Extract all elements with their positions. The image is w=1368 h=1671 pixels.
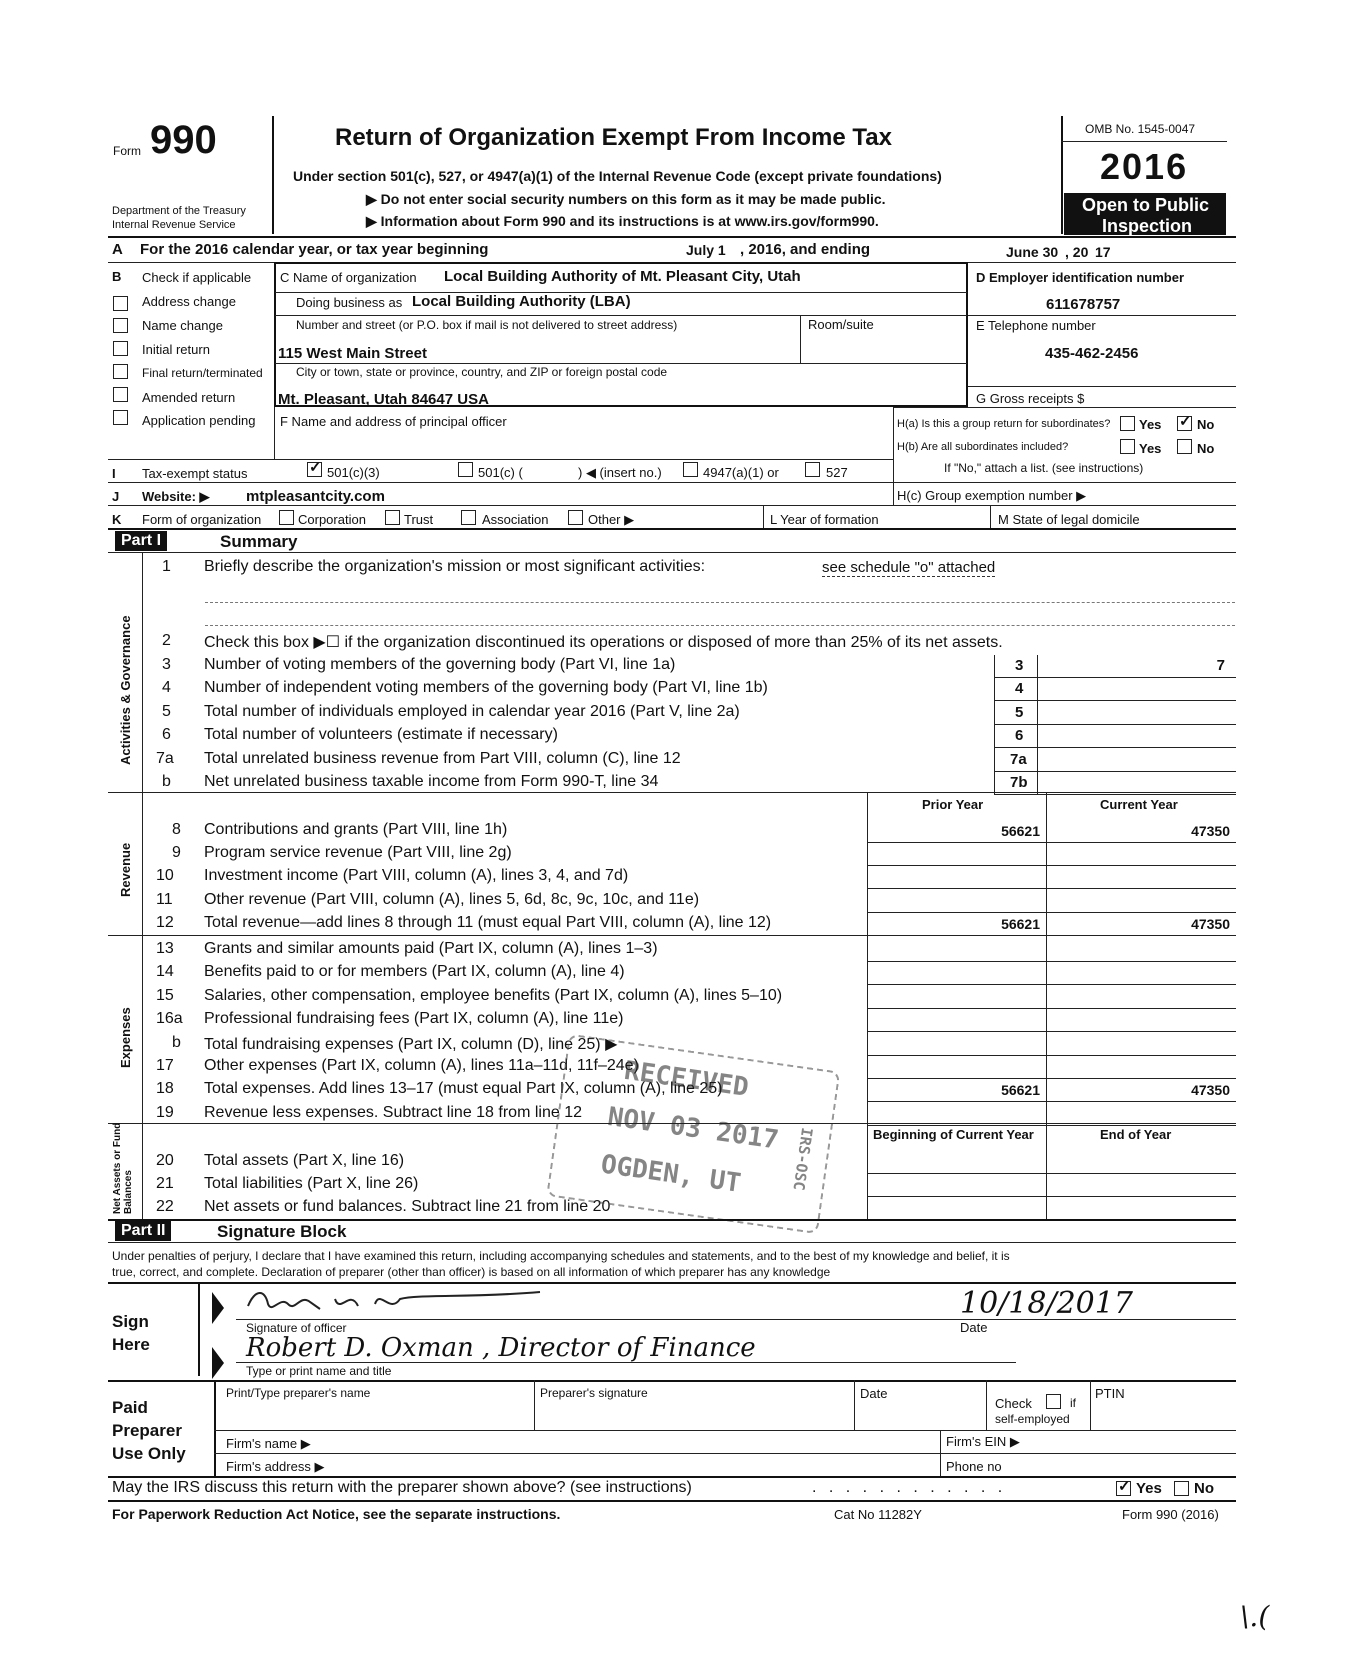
stamp-location: OGDEN, UT	[599, 1149, 743, 1199]
stamp-side: IRS-OSC	[789, 1126, 817, 1192]
preparer-name-label: Print/Type preparer's name	[226, 1386, 371, 1400]
gov-line-box: 7b	[1010, 774, 1028, 791]
tax-year-end-year: 17	[1095, 244, 1111, 260]
rule	[994, 677, 1236, 678]
firm-ein-label: Firm's EIN ▶	[946, 1434, 1020, 1449]
line-a-year-prefix: , 20	[1065, 244, 1089, 260]
form-reference: Form 990 (2016)	[1122, 1507, 1219, 1522]
part1-title: Summary	[220, 532, 298, 551]
association-checkbox[interactable]	[461, 510, 476, 525]
rule	[867, 1173, 1236, 1174]
street-label: Number and street (or P.O. box if mail is not delivered to street address)	[296, 318, 678, 332]
officer-signature	[240, 1284, 560, 1318]
tax-exempt-status-label: Tax-exempt status	[142, 466, 248, 481]
name-change-checkbox[interactable]	[113, 318, 128, 333]
line-text: Net assets or fund balances. Subtract line 21 from line 20	[204, 1198, 611, 1216]
gov-line-num: 4	[162, 679, 171, 697]
rule	[994, 700, 1236, 701]
line-num: 19	[156, 1103, 174, 1121]
open-public: Open to Public	[1082, 195, 1210, 215]
gov-line-value[interactable]: 7	[1216, 657, 1225, 674]
dept-line2: Internal Revenue Service	[112, 219, 236, 231]
gov-line-text: Total unrelated business revenue from Part VIII, column (C), line 12	[204, 749, 681, 767]
dba-value: Local Building Authority (LBA)	[412, 293, 631, 310]
gov-col-rule	[994, 655, 995, 795]
rule	[867, 984, 1236, 985]
form-number: 990	[150, 118, 217, 162]
form-of-org-label: Form of organization	[142, 512, 262, 527]
mission-value: see schedule "o" attached	[822, 559, 996, 576]
part2-title: Signature Block	[217, 1222, 347, 1241]
line-b-label: B	[112, 269, 122, 284]
application-pending-label: Application pending	[142, 413, 256, 428]
rule	[867, 888, 1236, 889]
line-num: 15	[156, 986, 174, 1004]
corporation-checkbox[interactable]	[279, 510, 294, 525]
line-a-text: For the 2016 calendar year, or tax year beginning	[140, 241, 489, 258]
cat-number: Cat No 11282Y	[834, 1507, 922, 1522]
amended-return-checkbox[interactable]	[113, 387, 128, 402]
officer-name-title: Robert D. Oxman , Director of Finance	[246, 1333, 756, 1363]
ha-no-checkbox[interactable]	[1177, 416, 1192, 431]
gov-line-text: Total number of individuals employed in calendar year 2016 (Part V, line 2a)	[204, 702, 740, 720]
col-prior-year: Prior Year	[922, 797, 984, 812]
hb-yes-label: Yes	[1139, 441, 1162, 456]
line-num: 11	[156, 890, 173, 908]
rule	[867, 1031, 1236, 1032]
telephone-value: 435-462-2456	[1045, 345, 1139, 362]
ein-label: D Employer identification number	[976, 270, 1185, 285]
line-text: Total expenses. Add lines 13–17 (must equal Part IX, column (A), line 25)	[204, 1080, 723, 1098]
amount-col-b[interactable]: 47350	[1191, 823, 1230, 839]
penalty-line1: Under penalties of perjury, I declare that I have examined this return, including accompanying schedules and statements, and to the best of my knowledge and belief, it is	[112, 1249, 1010, 1263]
line-num: 14	[156, 963, 174, 981]
rule	[867, 842, 1236, 843]
phone-no-label: Phone no	[946, 1459, 1002, 1474]
dba-label: Doing business as	[296, 295, 403, 310]
here-label: Here	[112, 1335, 150, 1354]
tax-year: 2016	[1100, 146, 1189, 187]
line-num: 9	[172, 844, 181, 862]
line-j-label: J	[112, 489, 120, 504]
final-return-checkbox[interactable]	[113, 364, 128, 379]
line-num: 8	[172, 821, 181, 838]
gov-line-num: 7a	[156, 749, 174, 767]
line-num: 16a	[156, 1010, 183, 1028]
hb-no-label: No	[1197, 441, 1215, 456]
gov-line-text: Net unrelated business taxable income from Form 990-T, line 34	[204, 773, 659, 790]
address-change-label: Address change	[142, 294, 236, 309]
hb-question: H(b) Are all subordinates included?	[897, 441, 1069, 453]
line2-num: 2	[162, 632, 171, 649]
city-label: City or town, state or province, country, and ZIP or foreign postal code	[296, 365, 668, 379]
other-label: Other ▶	[588, 512, 635, 527]
info-note: ▶ Information about Form 990 and its instructions is at www.irs.gov/form990.	[366, 213, 879, 229]
final-return-label: Final return/terminated	[142, 366, 263, 380]
gov-line-num: 5	[162, 702, 171, 720]
tax-year-begin: July 1	[686, 242, 726, 258]
rule	[867, 1196, 1236, 1197]
street-address: 115 West Main Street	[278, 345, 427, 362]
gov-line-box: 7a	[1010, 750, 1027, 768]
line-text: Benefits paid to or for members (Part IX, column (A), line 4)	[204, 963, 625, 981]
line-text: Revenue less expenses. Subtract line 18 from line 12	[204, 1103, 582, 1121]
self-employed-checkbox[interactable]	[1046, 1394, 1061, 1409]
gov-line-num: b	[162, 773, 171, 790]
527-label: 527	[826, 465, 848, 480]
rule	[867, 1101, 1236, 1102]
hc-label: H(c) Group exemption number ▶	[897, 488, 1087, 503]
check-label: Check	[995, 1396, 1032, 1411]
rule	[994, 747, 1236, 748]
initial-return-label: Initial return	[142, 342, 210, 357]
line-num: 22	[156, 1198, 174, 1216]
amount-col-a[interactable]: 56621	[1001, 823, 1040, 839]
rule	[867, 1078, 1236, 1079]
rule	[867, 961, 1236, 962]
col-end-year: End of Year	[1100, 1127, 1172, 1142]
org-name: Local Building Authority of Mt. Pleasant City, Utah	[444, 268, 801, 285]
line-text: Investment income (Part VIII, column (A), lines 3, 4, and 7d)	[204, 867, 629, 885]
application-pending-checkbox[interactable]	[113, 410, 128, 425]
state-domicile-label: M State of legal domicile	[998, 512, 1140, 527]
line-text: Grants and similar amounts paid (Part IX, column (A), lines 1–3)	[204, 940, 658, 957]
part2-tag: Part II	[115, 1221, 171, 1241]
gov-line-text: Number of voting members of the governing body (Part VI, line 1a)	[204, 656, 676, 673]
4947-label: 4947(a)(1) or	[703, 465, 779, 480]
signature-label: Signature of officer	[246, 1321, 347, 1335]
preparer-sig-label: Preparer's signature	[540, 1386, 648, 1400]
stamp-received: RECEIVED	[622, 1055, 751, 1103]
line-text: Other revenue (Part VIII, column (A), lines 5, 6d, 8c, 9c, 10c, and 11e)	[204, 890, 700, 908]
address-change-checkbox[interactable]	[113, 296, 128, 311]
city-state-zip: Mt. Pleasant, Utah 84647 USA	[278, 391, 489, 408]
gov-line-num: 3	[162, 656, 171, 673]
part1-tag: Part I	[115, 531, 167, 551]
ptin-label: PTIN	[1095, 1386, 1125, 1401]
line-num: 17	[156, 1057, 174, 1074]
date-label: Date	[960, 1320, 988, 1335]
discuss-no-label: No	[1194, 1480, 1214, 1497]
trust-label: Trust	[404, 512, 434, 527]
line-num: 21	[156, 1175, 174, 1193]
gov-line-num: 6	[162, 726, 171, 744]
rule	[994, 771, 1236, 772]
line-text: Total fundraising expenses (Part IX, column (D), line 25) ▶	[204, 1035, 618, 1053]
corporation-label: Corporation	[298, 512, 366, 527]
name-title-label: Type or print name and title	[246, 1364, 392, 1378]
ha-yes-label: Yes	[1139, 417, 1162, 432]
527-checkbox[interactable]	[805, 462, 820, 477]
col-begin-year: Beginning of Current Year	[873, 1127, 1034, 1142]
paid-label: Paid	[112, 1398, 148, 1417]
website-label: Website: ▶	[142, 489, 210, 504]
line-a-mid: , 2016, and ending	[740, 241, 871, 258]
discuss-dots: . . . . . . . . . . . .	[812, 1479, 1007, 1496]
self-employed-label: self-employed	[995, 1412, 1070, 1426]
ha-question: H(a) Is this a group return for subordinates?	[897, 418, 1111, 430]
gov-line-text: Number of independent voting members of the governing body (Part VI, line 1b)	[204, 679, 768, 697]
501c-label: 501(c) (	[478, 465, 523, 480]
firm-name-label: Firm's name ▶	[226, 1436, 311, 1451]
4947-checkbox[interactable]	[683, 462, 698, 477]
amount-col-b[interactable]: 47350	[1191, 915, 1230, 932]
association-label: Association	[482, 512, 549, 527]
ha-yes-checkbox[interactable]	[1120, 416, 1135, 431]
side-net-assets: Net Assets or Fund Balances	[112, 1122, 134, 1214]
form-title: Return of Organization Exempt From Income Tax	[335, 124, 892, 151]
rule	[867, 1055, 1236, 1056]
side-revenue: Revenue	[118, 842, 133, 897]
tax-year-end: June 30	[1006, 244, 1059, 260]
discuss-question: May the IRS discuss this return with the preparer shown above? (see instructions)	[112, 1479, 692, 1496]
gov-line-box: 6	[1015, 727, 1024, 745]
line-num: 20	[156, 1152, 174, 1169]
principal-officer-label: F Name and address of principal officer	[280, 414, 507, 429]
line-text: Professional fundraising fees (Part IX, column (A), line 11e)	[204, 1010, 624, 1028]
line-num: b	[172, 1033, 181, 1051]
sign-label: Sign	[112, 1312, 149, 1331]
website-value[interactable]: mtpleasantcity.com	[246, 488, 385, 505]
stamp-date: NOV 03 2017	[605, 1101, 781, 1156]
line-num: 12	[156, 913, 174, 931]
discuss-yes-label: Yes	[1136, 1480, 1162, 1497]
rule	[994, 724, 1236, 725]
amount-col-a[interactable]: 56621	[1001, 1082, 1040, 1099]
line-num: 18	[156, 1080, 174, 1098]
hb-no-checkbox[interactable]	[1177, 439, 1192, 454]
room-suite-label: Room/suite	[808, 317, 874, 332]
amended-return-label: Amended return	[142, 390, 236, 405]
line-i-label: I	[112, 466, 116, 481]
gov-line-box: 5	[1015, 703, 1024, 721]
margin-mark: \.(	[1240, 1600, 1270, 1633]
501c3-label: 501(c)(3)	[327, 465, 380, 480]
discuss-yes-checkbox[interactable]	[1116, 1481, 1131, 1496]
ssn-note: ▶ Do not enter social security numbers on this form as it may be made public.	[366, 191, 886, 207]
gov-col-rule	[1037, 655, 1038, 795]
rule	[994, 794, 1236, 795]
form-label: Form	[113, 144, 141, 158]
inspection: Inspection	[1102, 216, 1193, 236]
501c-checkbox[interactable]	[458, 462, 473, 477]
line2-text: Check this box ▶☐ if the organization discontinued its operations or disposed of more than 25% of its net assets.	[204, 634, 1003, 651]
rule	[867, 1125, 1236, 1126]
initial-return-checkbox[interactable]	[113, 341, 128, 356]
rule	[867, 1008, 1236, 1009]
check-if-label: if	[1070, 1396, 1076, 1410]
discuss-no-checkbox[interactable]	[1174, 1481, 1189, 1496]
trust-checkbox[interactable]	[385, 510, 400, 525]
ein-value: 611678757	[1046, 296, 1121, 313]
line1-num: 1	[162, 558, 171, 575]
signature-date: 10/18/2017	[960, 1286, 1133, 1321]
line1-text: Briefly describe the organization's mission or most significant activities:	[204, 558, 706, 575]
side-expenses: Expenses	[118, 1007, 133, 1068]
501c3-checkbox[interactable]	[307, 462, 322, 477]
paperwork-notice: For Paperwork Reduction Act Notice, see the separate instructions.	[112, 1506, 561, 1522]
gov-line-text: Total number of volunteers (estimate if necessary)	[204, 726, 558, 744]
ha-no-label: No	[1197, 417, 1215, 432]
hb-note: If "No," attach a list. (see instructions)	[944, 461, 1144, 475]
line-text: Salaries, other compensation, employee benefits (Part IX, column (A), lines 5–10)	[204, 986, 783, 1004]
col-current-year: Current Year	[1100, 797, 1178, 812]
org-name-label: C Name of organization	[280, 270, 417, 285]
penalty-line2: true, correct, and complete. Declaration of preparer (other than officer) is based on all information of which preparer has any knowledge	[112, 1265, 831, 1279]
line-text: Total revenue—add lines 8 through 11 (must equal Part VIII, column (A), line 12)	[204, 913, 772, 931]
amount-col-b[interactable]: 47350	[1191, 1082, 1230, 1099]
form-subtitle: Under section 501(c), 527, or 4947(a)(1) of the Internal Revenue Code (except private foundations)	[293, 168, 942, 184]
telephone-label: E Telephone number	[976, 318, 1096, 333]
line-a-label: A	[112, 241, 123, 258]
year-formation-label: L Year of formation	[770, 512, 879, 527]
line-text: Total liabilities (Part X, line 26)	[204, 1175, 419, 1193]
rule	[867, 912, 1236, 913]
line-text: Total assets (Part X, line 16)	[204, 1152, 405, 1169]
line-text: Other expenses (Part IX, column (A), lines 11a–11d, 11f–24e)	[204, 1057, 639, 1074]
use-only-label: Use Only	[112, 1444, 186, 1463]
omb-number: OMB No. 1545-0047	[1085, 122, 1196, 136]
side-activities-governance: Activities & Governance	[118, 615, 133, 765]
dept-line1: Department of the Treasury	[112, 205, 246, 217]
firm-address-label: Firm's address ▶	[226, 1459, 325, 1474]
name-change-label: Name change	[142, 318, 223, 333]
check-applicable-title: Check if applicable	[142, 270, 252, 285]
rule	[867, 865, 1236, 866]
line-num: 13	[156, 940, 174, 957]
line-k-label: K	[112, 512, 122, 527]
line-text: Contributions and grants (Part VIII, line 1h)	[204, 821, 508, 838]
preparer-label: Preparer	[112, 1421, 182, 1440]
amount-col-a[interactable]: 56621	[1001, 915, 1040, 932]
line-num: 10	[156, 867, 174, 885]
line-text: Program service revenue (Part VIII, line 2g)	[204, 844, 512, 862]
insert-no-label: ) ◀ (insert no.)	[578, 465, 662, 480]
hb-yes-checkbox[interactable]	[1120, 439, 1135, 454]
other-checkbox[interactable]	[568, 510, 583, 525]
preparer-date-label: Date	[860, 1386, 888, 1401]
gross-receipts-label: G Gross receipts $	[976, 391, 1085, 406]
gov-line-box: 4	[1015, 680, 1024, 698]
gov-line-box: 3	[1015, 657, 1024, 674]
